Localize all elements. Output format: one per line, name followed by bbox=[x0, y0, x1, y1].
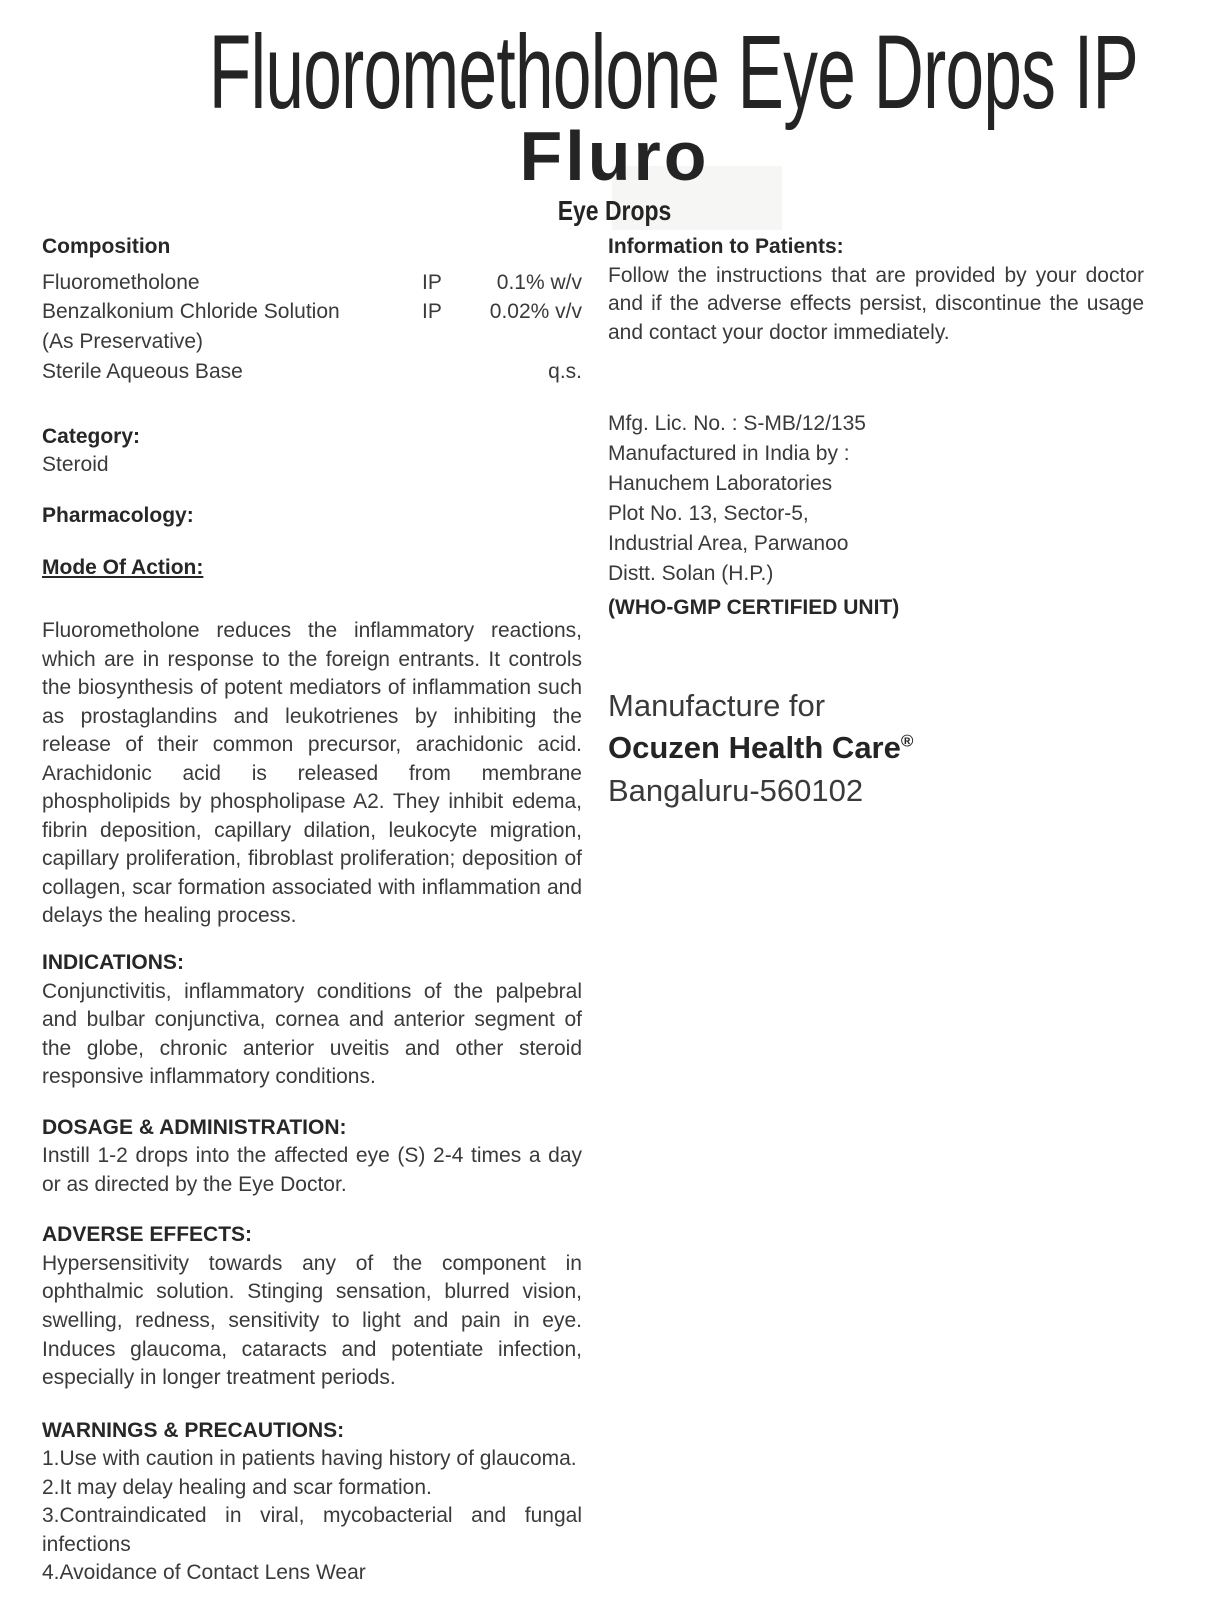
indications-heading: INDICATIONS: bbox=[42, 951, 184, 974]
table-row bbox=[42, 297, 582, 327]
ingredient-name: Fluorometholone bbox=[42, 270, 200, 294]
mode-of-action-body: Fluorometholone reduces the inflammatory reactions, which are in response to the foreign entrants. It controls the biosynthesis of potent mediators of inflammation such as prostaglandins and leukotrienes by inhibiting the release of their common precursor, arachidonic acid. Arachidonic acid is released from membrane phospholipids by phospholipase A2. They inhibit edema, fibrin deposition, capillary dilation, leukocyte migration, capillary proliferation, fibroblast proliferation; deposition of collagen, scar formation associated with inflammation and delays the healing process. bbox=[42, 618, 582, 928]
adverse-effects-body: Hypersensitivity towards any of the component in ophthalmic solution. Stinging sensation, blurred vision, swelling, redness, sensitivity to light and pain in eye. Induces glaucoma, cataracts and potentiate infection, especially in longer treatment periods. bbox=[42, 1251, 582, 1390]
list-item: 2.It may delay healing and scar formation. bbox=[42, 1475, 432, 1499]
table-row bbox=[42, 268, 582, 298]
pharmacopeia-label bbox=[408, 327, 470, 357]
dosage-form-subtitle: Eye Drops bbox=[557, 195, 672, 226]
list-item: 3.Contraindicated in viral, mycobacterial and fungal infections bbox=[42, 1504, 582, 1556]
marketer-name-line bbox=[608, 727, 1144, 769]
table-row bbox=[42, 327, 582, 357]
table-row bbox=[42, 357, 582, 387]
ingredient-strength: q.s. bbox=[548, 359, 582, 383]
manufacturer-address-line: Industrial Area, Parwanoo bbox=[608, 532, 849, 556]
list-item: 4.Avoidance of Contact Lens Wear bbox=[42, 1561, 366, 1585]
pharmacopeia-label: IP bbox=[422, 300, 442, 324]
marketer-name: Ocuzen Health Care bbox=[608, 730, 901, 766]
warnings-section bbox=[42, 1417, 582, 1588]
composition-table bbox=[42, 268, 582, 387]
right-column bbox=[608, 233, 1144, 812]
ingredient-strength: 0.02% v/v bbox=[489, 300, 582, 324]
who-gmp-certification: (WHO-GMP CERTIFIED UNIT) bbox=[608, 596, 900, 620]
list-item: 1.Use with caution in patients having history of glaucoma. bbox=[42, 1447, 577, 1471]
manufacture-for-label: Manufacture for bbox=[608, 688, 826, 724]
product-title: Fluorometholone Eye Drops IP bbox=[208, 14, 1139, 131]
warnings-heading: WARNINGS & PRECAUTIONS: bbox=[42, 1418, 345, 1442]
information-to-patients-heading: Information to Patients: bbox=[608, 235, 844, 258]
indications-body: Conjunctivitis, inflammatory conditions of the palpebral and bulbar conjunctiva, cornea and anterior segment of the globe, chronic anterior uveitis and other steroid responsive inflammatory conditions. bbox=[42, 979, 582, 1089]
information-to-patients-body: Follow the instructions that are provided by your doctor and if the adverse effects persist, discontinue the usage and contact your doctor immediately. bbox=[608, 263, 1144, 344]
mode-of-action-section bbox=[42, 554, 582, 931]
ingredient-name: Benzalkonium Chloride Solution bbox=[42, 300, 340, 324]
manufactured-in-line: Manufactured in India by : bbox=[608, 442, 850, 466]
header bbox=[0, 0, 1229, 227]
mfg-licence-number: Mfg. Lic. No. : S-MB/12/135 bbox=[608, 412, 866, 436]
adverse-effects-heading: ADVERSE EFFECTS: bbox=[42, 1223, 253, 1247]
ingredient-strength: 0.1% w/v bbox=[496, 270, 582, 294]
marketer-city: Bangaluru-560102 bbox=[608, 772, 864, 808]
manufacturer-address-line: Distt. Solan (H.P.) bbox=[608, 562, 774, 586]
left-column bbox=[42, 233, 582, 1588]
dosage-body: Instill 1-2 drops into the affected eye (S) 2-4 times a day or as directed by the Eye Doctor. bbox=[42, 1144, 582, 1196]
composition-heading: Composition bbox=[42, 235, 171, 258]
adverse-effects-section bbox=[42, 1221, 582, 1392]
pharmacopeia-label bbox=[408, 357, 470, 387]
brand-name: Fluro bbox=[519, 117, 710, 195]
indications-section bbox=[42, 949, 582, 1092]
registered-trademark-symbol: ® bbox=[900, 732, 914, 752]
ingredient-strength bbox=[470, 327, 582, 357]
manufacturer-address-line: Plot No. 13, Sector-5, bbox=[608, 502, 809, 526]
dosage-heading: DOSAGE & ADMINISTRATION: bbox=[42, 1115, 347, 1139]
manufacturer-name: Hanuchem Laboratories bbox=[608, 472, 833, 496]
mode-of-action-heading: Mode Of Action: bbox=[42, 556, 204, 580]
dosage-section bbox=[42, 1114, 582, 1200]
ingredient-name: (As Preservative) bbox=[42, 330, 204, 354]
category-heading: Category: bbox=[42, 424, 141, 448]
category-value: Steroid bbox=[42, 453, 109, 477]
ingredient-name: Sterile Aqueous Base bbox=[42, 359, 243, 383]
category-section bbox=[42, 423, 582, 480]
information-to-patients-section bbox=[608, 233, 1144, 347]
marketer-section bbox=[608, 685, 1144, 811]
pharmacology-heading: Pharmacology: bbox=[42, 503, 194, 527]
pharmacopeia-label: IP bbox=[422, 270, 442, 294]
manufacturer-details bbox=[608, 409, 1144, 623]
